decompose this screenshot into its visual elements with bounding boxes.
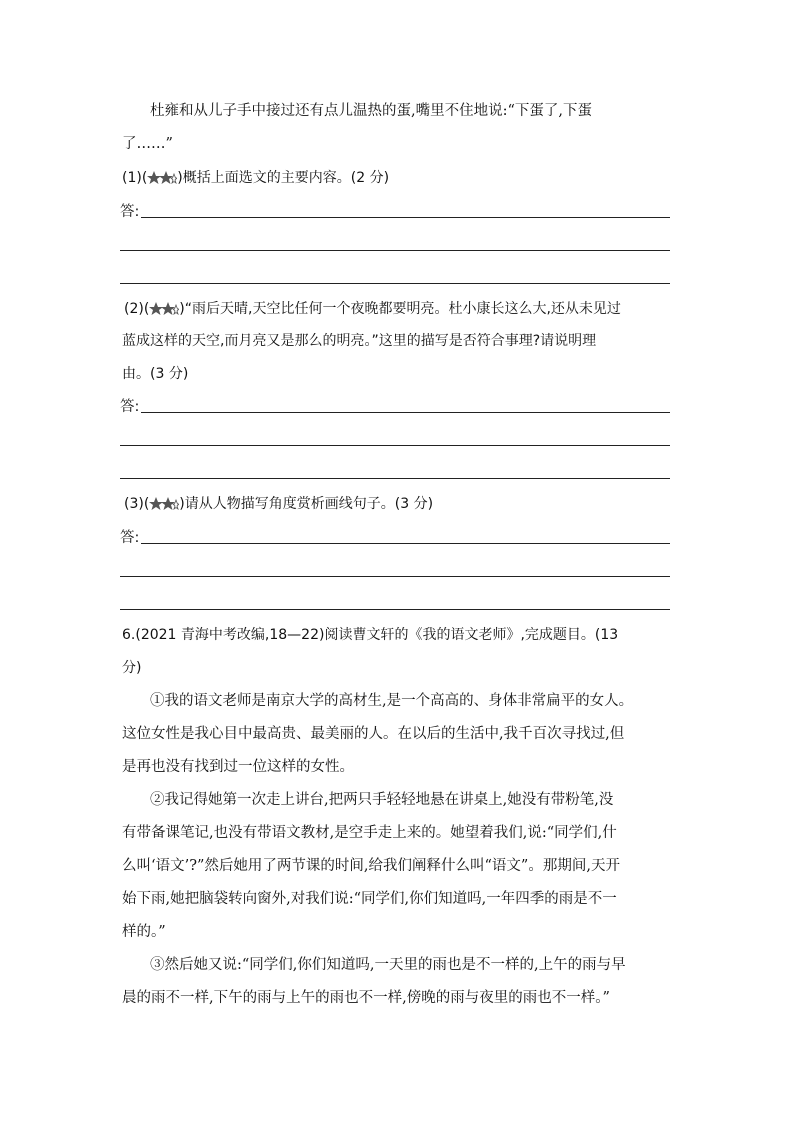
answer-line[interactable] xyxy=(120,478,670,479)
question-3: (3)( )请从人物描写角度赏析画线句子。(3 分) xyxy=(124,494,672,516)
passage-line: 始下雨,她把脑袋转向窗外,对我们说:“同学们,你们知道吗,一年四季的雨是不一 xyxy=(122,891,617,907)
answer-label: 答: xyxy=(120,399,140,415)
story-line: 了……” xyxy=(122,136,173,152)
answer-label: 答: xyxy=(120,530,140,546)
answer-line[interactable] xyxy=(120,576,670,577)
story-line: 杜雍和从儿子手中接过还有点儿温热的蛋,嘴里不住地说:“下蛋了,下蛋 xyxy=(150,103,593,119)
answer-line[interactable] xyxy=(120,283,670,284)
passage-line: 晨的雨不一样,下午的雨与上午的雨也不一样,傍晚的雨与夜里的雨也不一样。” xyxy=(122,990,610,1006)
answer-label: 答: xyxy=(120,204,140,220)
answer-line[interactable] xyxy=(120,250,670,251)
difficulty-stars-icon xyxy=(149,496,179,516)
passage-line: 是再也没有找到过一位这样的女性。 xyxy=(122,759,354,775)
question-6-heading: 分) xyxy=(122,660,142,676)
answer-line[interactable] xyxy=(120,445,670,446)
question-1: (1)( )概括上面选文的主要内容。(2 分) xyxy=(122,168,670,190)
passage-line: ③然后她又说:“同学们,你们知道吗,一天里的雨也是不一样的,上午的雨与早 xyxy=(150,957,626,973)
passage-line: 么叫‘语文’?”然后她用了两节课的时间,给我们阐释什么叫“语文”。那期间,天开 xyxy=(122,858,620,874)
answer-line[interactable] xyxy=(141,217,670,218)
question-6-heading: 6.(2021 青海中考改编,18—22)阅读曹文轩的《我的语文老师》,完成题目。(13 xyxy=(122,627,619,643)
answer-line[interactable] xyxy=(141,412,670,413)
question-2: (2)( )“雨后天晴,天空比任何一个夜晚都要明亮。杜小康长这么大,还从未见过 xyxy=(124,299,672,321)
question-2-line: 由。(3 分) xyxy=(122,366,189,382)
answer-line[interactable] xyxy=(141,543,670,544)
difficulty-stars-icon xyxy=(149,301,179,321)
passage-line: 有带备课笔记,也没有带语文教材,是空手走上来的。她望着我们,说:“同学们,什 xyxy=(122,825,617,841)
question-2-line: 蓝成这样的天空,而月亮又是那么的明亮。”这里的描写是否符合事理?请说明理 xyxy=(122,333,597,349)
passage-line: ①我的语文老师是南京大学的高材生,是一个高高的、身体非常扁平的女人。 xyxy=(150,693,634,709)
passage-line: 样的。” xyxy=(122,924,166,940)
passage-line: ②我记得她第一次走上讲台,把两只手轻轻地悬在讲桌上,她没有带粉笔,没 xyxy=(150,792,614,808)
answer-line[interactable] xyxy=(120,609,670,610)
passage-line: 这位女性是我心目中最高贵、最美丽的人。在以后的生活中,我千百次寻找过,但 xyxy=(122,726,625,742)
difficulty-stars-icon xyxy=(147,170,177,190)
